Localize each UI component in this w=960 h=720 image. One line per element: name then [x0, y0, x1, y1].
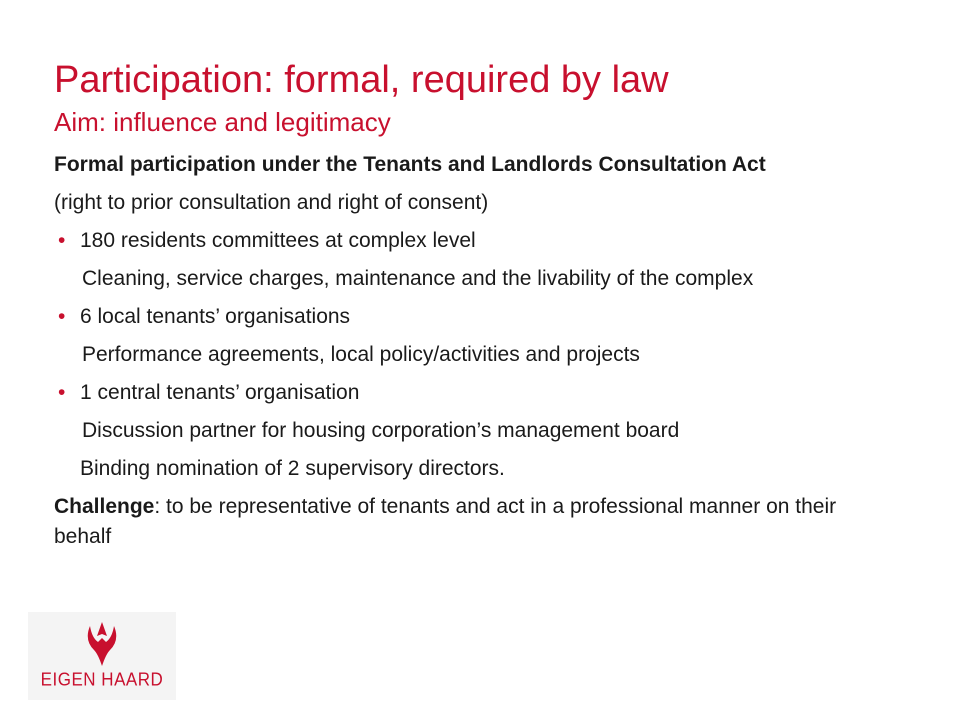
bullet-item: [54, 378, 884, 408]
bullet-detail: Binding nomination of 2 supervisory directors.: [80, 457, 505, 480]
bullet-detail: Performance agreements, local policy/activities and projects: [82, 343, 640, 366]
challenge-paragraph: [54, 492, 884, 552]
slide-subtitle: Aim: influence and legitimacy: [54, 107, 391, 137]
slide-title: Participation: formal, required by law: [54, 59, 669, 101]
challenge-label: Challenge: [54, 495, 155, 518]
slide-body: [54, 150, 884, 552]
bullet-item: [54, 302, 884, 332]
eigen-haard-crest-icon: [80, 620, 124, 668]
bullet-text: 180 residents committees at complex level: [80, 229, 476, 252]
body-heading: Formal participation under the Tenants and Landlords Consultation Act: [54, 153, 766, 176]
bullet-text: 6 local tenants’ organisations: [80, 305, 351, 328]
bullet-icon: •: [58, 229, 66, 252]
bullet-icon: •: [58, 305, 66, 328]
challenge-text: : to be representative of tenants and act in a professional manner on their behalf: [54, 495, 837, 548]
bullet-detail: Cleaning, service charges, maintenance and the livability of the complex: [82, 267, 754, 290]
body-note: (right to prior consultation and right of consent): [54, 191, 489, 214]
bullet-icon: •: [58, 381, 66, 404]
bullet-text: 1 central tenants’ organisation: [80, 381, 360, 404]
logo-text: EIGEN HAARD: [40, 669, 164, 690]
bullet-item: [54, 226, 884, 256]
company-logo: [28, 612, 176, 700]
bullet-detail: Discussion partner for housing corporation’s management board: [82, 419, 680, 442]
